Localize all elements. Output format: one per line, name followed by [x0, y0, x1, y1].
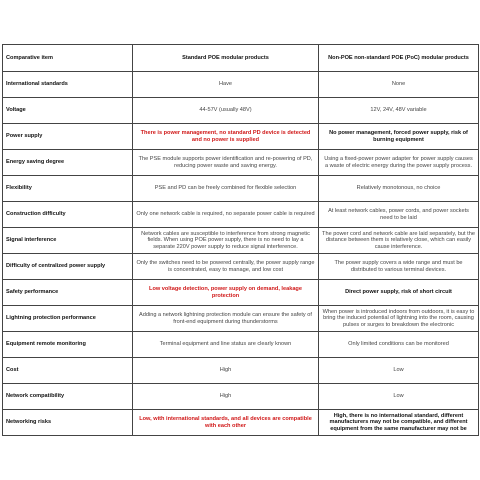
row-standard-poe-value: The PSE module supports power identification and re-powering of PD, reducing power waste and saving energy.	[133, 150, 319, 176]
row-item-label: Safety performance	[3, 280, 133, 306]
row-item-label: Network compatibility	[3, 384, 133, 410]
row-standard-poe-value: Network cables are susceptible to interference from strong magnetic fields. When using POE power supply, there is no need to lay a separate 220V power supply to reduce signal interference.	[133, 228, 319, 254]
table-row	[3, 358, 479, 384]
table-row	[3, 254, 479, 280]
table-row	[3, 124, 479, 150]
header-nonstandard-poe: Non-POE non-standard POE (PoC) modular products	[319, 45, 479, 72]
row-standard-poe-value: PSE and PD can be freely combined for flexible selection	[133, 176, 319, 202]
table-row	[3, 332, 479, 358]
row-item-label: Construction difficulty	[3, 202, 133, 228]
row-item-label: Difficulty of centralized power supply	[3, 254, 133, 280]
table-row	[3, 98, 479, 124]
row-item-label: Power supply	[3, 124, 133, 150]
row-standard-poe-value: Low, with international standards, and all devices are compatible with each other	[133, 410, 319, 436]
row-nonstandard-poe-value: Low	[319, 358, 479, 384]
row-nonstandard-poe-value: Relatively monotonous, no choice	[319, 176, 479, 202]
comparison-table	[2, 44, 479, 436]
header-standard-poe: Standard POE modular products	[133, 45, 319, 72]
table-row	[3, 72, 479, 98]
row-nonstandard-poe-value: The power supply covers a wide range and must be distributed to various terminal devices.	[319, 254, 479, 280]
table-row	[3, 228, 479, 254]
table-row	[3, 280, 479, 306]
row-nonstandard-poe-value: When power is introduced indoors from outdoors, it is easy to bring the induced potential of lightning into the room, causing pulses or surges to breakdown the electronic	[319, 306, 479, 332]
row-nonstandard-poe-value: None	[319, 72, 479, 98]
row-nonstandard-poe-value: 12V, 24V, 48V variable	[319, 98, 479, 124]
row-item-label: Flexibility	[3, 176, 133, 202]
row-standard-poe-value: Low voltage detection, power supply on demand, leakage protection	[133, 280, 319, 306]
header-item: Comparative item	[3, 45, 133, 72]
row-item-label: Cost	[3, 358, 133, 384]
row-nonstandard-poe-value: Using a fixed-power power adapter for power supply causes a waste of electric energy during the power supply process.	[319, 150, 479, 176]
row-standard-poe-value: Only one network cable is required, no separate power cable is required	[133, 202, 319, 228]
row-standard-poe-value: Only the switches need to be powered centrally, the power supply range is concentrated, easy to manage, and low cost	[133, 254, 319, 280]
row-item-label: International standards	[3, 72, 133, 98]
row-nonstandard-poe-value: High, there is no international standard, different manufacturers may not be compatible, and different equipment from the same manufacturer may not be	[319, 410, 479, 436]
row-nonstandard-poe-value: No power management, forced power supply, risk of burning equipment	[319, 124, 479, 150]
table-row	[3, 176, 479, 202]
row-item-label: Lightning protection performance	[3, 306, 133, 332]
table-row	[3, 384, 479, 410]
table-row	[3, 150, 479, 176]
table-row	[3, 306, 479, 332]
row-nonstandard-poe-value: Only limited conditions can be monitored	[319, 332, 479, 358]
row-item-label: Energy saving degree	[3, 150, 133, 176]
row-item-label: Networking risks	[3, 410, 133, 436]
row-standard-poe-value: High	[133, 358, 319, 384]
row-standard-poe-value: Adding a network lightning protection module can ensure the safety of front-end equipment during thunderstorms	[133, 306, 319, 332]
row-standard-poe-value: Have	[133, 72, 319, 98]
table-row	[3, 410, 479, 436]
row-nonstandard-poe-value: Low	[319, 384, 479, 410]
row-nonstandard-poe-value: The power cord and network cable are laid separately, but the distance between them is relatively close, which can easily cause interference.	[319, 228, 479, 254]
row-standard-poe-value: There is power management, no standard PD device is detected and no power is supplied	[133, 124, 319, 150]
row-item-label: Voltage	[3, 98, 133, 124]
row-standard-poe-value: 44-57V (usually 48V)	[133, 98, 319, 124]
row-item-label: Signal interference	[3, 228, 133, 254]
row-standard-poe-value: Terminal equipment and line status are clearly known	[133, 332, 319, 358]
header-row	[3, 45, 479, 72]
row-item-label: Equipment remote monitoring	[3, 332, 133, 358]
row-nonstandard-poe-value: Direct power supply, risk of short circuit	[319, 280, 479, 306]
table-row	[3, 202, 479, 228]
row-standard-poe-value: High	[133, 384, 319, 410]
row-nonstandard-poe-value: At least network cables, power cords, and power sockets need to be laid	[319, 202, 479, 228]
